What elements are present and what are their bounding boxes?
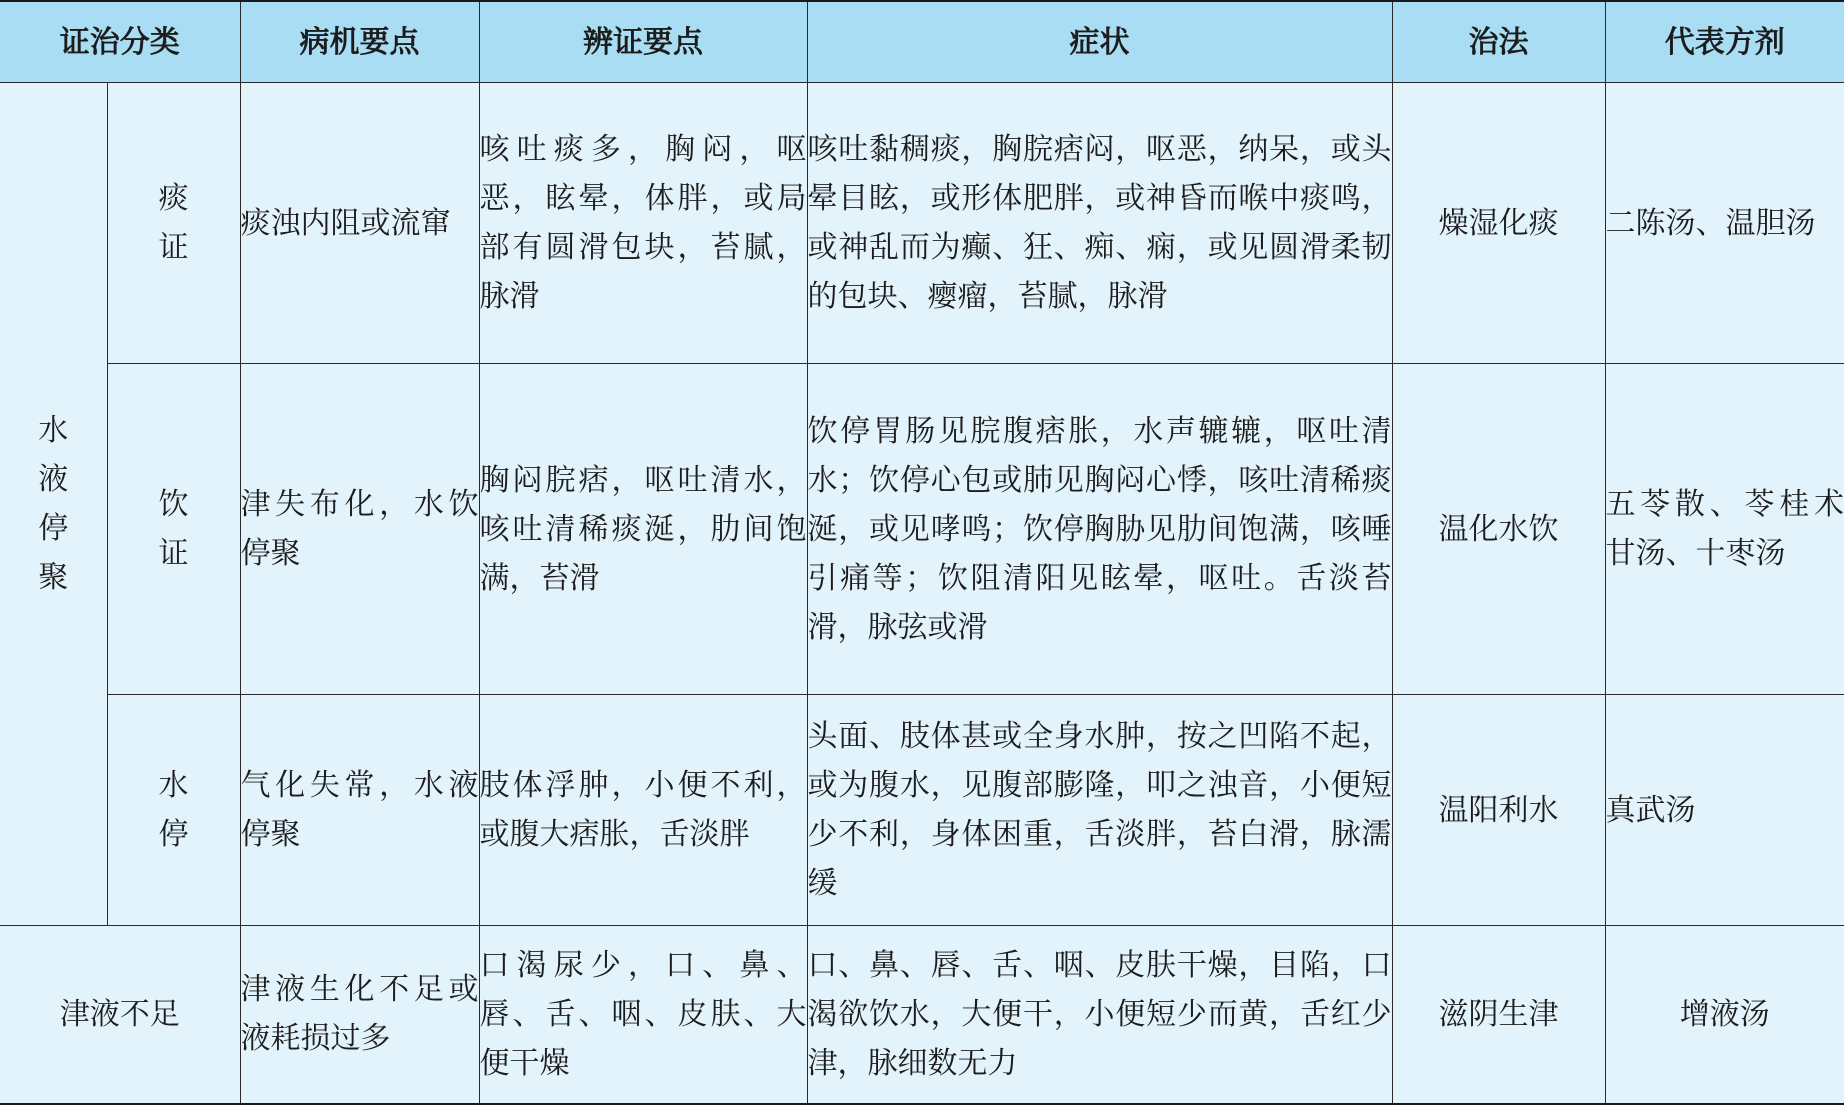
symptoms-cell: 咳吐黏稠痰，胸脘痞闷，呕恶，纳呆，或头晕目眩，或形体肥胖，或神昏而喉中痰鸣，或神乱而为癫、狂、痴、痫，或见圆滑柔韧的包块、瘿瘤，苔腻，脉滑 (807, 83, 1392, 364)
table-row (0, 83, 1844, 364)
table-header-row (0, 1, 1844, 83)
treatment-cell: 温阳利水 (1392, 695, 1605, 926)
group-label: 水液停聚 (38, 413, 69, 595)
header-key-points: 辨证要点 (479, 1, 807, 83)
pathogenesis-cell: 痰浊内阻或流窜 (240, 83, 479, 364)
group-label-cell (0, 83, 107, 926)
key-points-cell: 胸闷脘痞，呕吐清水，咳吐清稀痰涎，肋间饱满，苔滑 (479, 364, 807, 695)
treatment-cell: 燥湿化痰 (1392, 83, 1605, 364)
pathogenesis-cell: 津液生化不足或液耗损过多 (240, 926, 479, 1104)
formula-cell: 二陈汤、温胆汤 (1605, 83, 1844, 364)
formula-cell: 五苓散、苓桂术甘汤、十枣汤 (1605, 364, 1844, 695)
syndrome-name-cell (107, 364, 240, 695)
formula-cell: 增液汤 (1605, 926, 1844, 1104)
syndrome-name: 饮证 (158, 487, 189, 571)
key-points-cell: 咳吐痰多，胸闷，呕恶，眩晕，体胖，或局部有圆滑包块，苔腻，脉滑 (479, 83, 807, 364)
symptoms-cell: 饮停胃肠见脘腹痞胀，水声辘辘，呕吐清水；饮停心包或肺见胸闷心悸，咳吐清稀痰涎，或见哮鸣；饮停胸胁见肋间饱满，咳唾引痛等；饮阻清阳见眩晕，呕吐。舌淡苔滑，脉弦或滑 (807, 364, 1392, 695)
syndrome-name-cell (107, 695, 240, 926)
header-pathogenesis: 病机要点 (240, 1, 479, 83)
symptoms-cell: 头面、肢体甚或全身水肿，按之凹陷不起，或为腹水，见腹部膨隆，叩之浊音，小便短少不利，身体困重，舌淡胖，苔白滑，脉濡缓 (807, 695, 1392, 926)
table-row (0, 364, 1844, 695)
treatment-cell: 滋阴生津 (1392, 926, 1605, 1104)
syndrome-name: 水停 (158, 768, 189, 852)
treatment-cell: 温化水饮 (1392, 364, 1605, 695)
pathogenesis-cell: 津失布化，水饮停聚 (240, 364, 479, 695)
header-formula: 代表方剂 (1605, 1, 1844, 83)
header-classification: 证治分类 (0, 1, 240, 83)
symptoms-cell: 口、鼻、唇、舌、咽、皮肤干燥，目陷，口渴欲饮水，大便干，小便短少而黄，舌红少津，脉细数无力 (807, 926, 1392, 1104)
syndrome-name: 痰证 (158, 181, 189, 265)
key-points-cell: 肢体浮肿，小便不利，或腹大痞胀，舌淡胖 (479, 695, 807, 926)
syndrome-name-cell (107, 83, 240, 364)
pathogenesis-cell: 气化失常，水液停聚 (240, 695, 479, 926)
formula-cell: 真武汤 (1605, 695, 1844, 926)
table-row (0, 695, 1844, 926)
key-points-cell: 口渴尿少，口、鼻、唇、舌、咽、皮肤、大便干燥 (479, 926, 807, 1104)
table-row (0, 926, 1844, 1104)
header-symptoms: 症状 (807, 1, 1392, 83)
header-treatment: 治法 (1392, 1, 1605, 83)
syndrome-name-cell: 津液不足 (0, 926, 240, 1104)
